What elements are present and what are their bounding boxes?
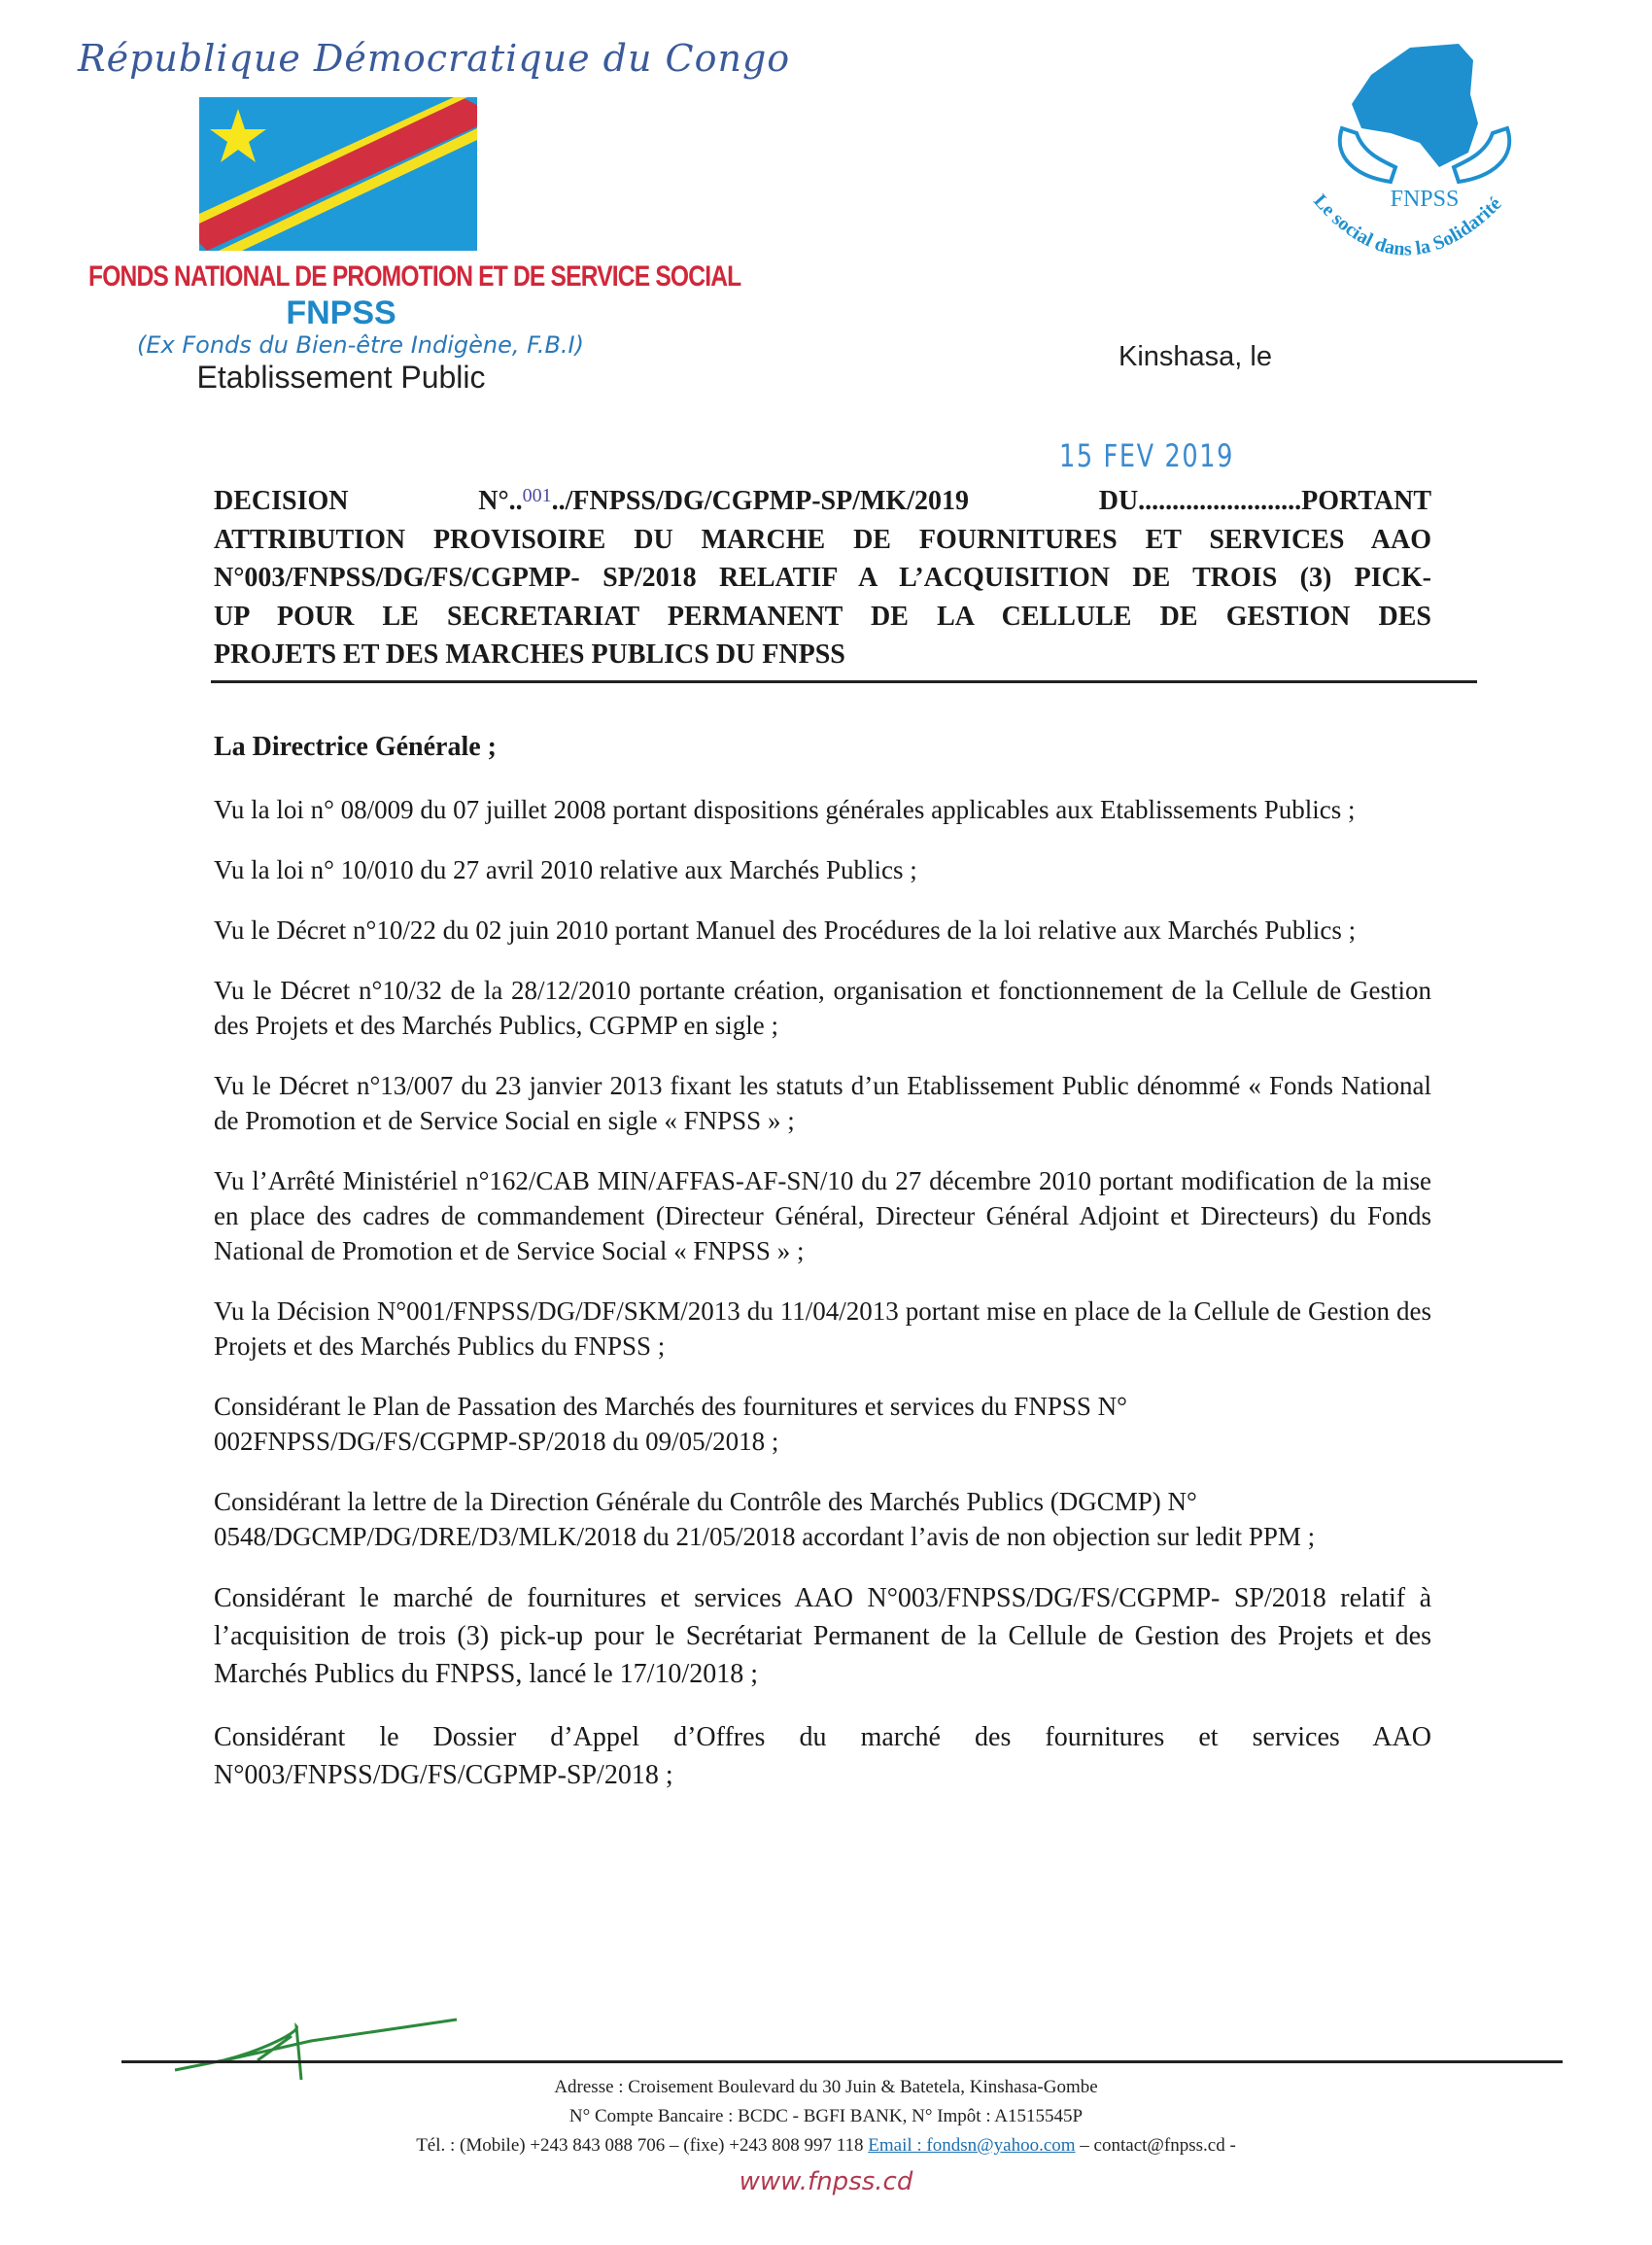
title-line: ATTRIBUTION PROVISOIRE DU MARCHE DE FOURNITURES ET SERVICES AAO xyxy=(214,524,1431,555)
fnpss-logo-icon xyxy=(1303,36,1546,279)
footer-contact xyxy=(0,2134,1652,2158)
logo-motto: Le social dans la Solidarité xyxy=(1309,190,1506,260)
paragraph: Vu le Décret n°10/32 de la 28/12/2010 portante création, organisation et fonctionnement de la Cellule de Gestion des Projets et des Marchés Publics, CGPMP en sigle ; xyxy=(214,975,1431,1040)
title-line: PROJETS ET DES MARCHES PUBLICS DU FNPSS xyxy=(214,639,845,670)
date-stamp: 15 FEV 2019 xyxy=(1059,437,1235,474)
decision-title xyxy=(214,482,1431,674)
logo-text: FNPSS xyxy=(1390,187,1460,212)
paragraph: Vu la loi n° 08/009 du 07 juillet 2008 portant dispositions générales applicables aux Etablissements Publics ; xyxy=(214,794,1356,824)
footer-website[interactable]: www.fnpss.cd xyxy=(739,2167,913,2196)
paragraph: Considérant le Dossier d’Appel d’Offres du marché des fournitures et services AAO N°003/FNPSS/DG/FS/CGPMP-SP/2018 ; xyxy=(214,1721,1431,1790)
paragraph: Considérant la lettre de la Direction Générale du Contrôle des Marchés Publics (DGCMP) N° 0548/DGCMP/DG/DRE/D3/MLK/2018 du 21/05/2018 accordant l’avis de non objection sur ledit PPM ; xyxy=(214,1486,1316,1551)
decision-prefix: DECISION N°.. xyxy=(214,486,523,516)
footer-email-link[interactable]: Email : fondsn@yahoo.com xyxy=(868,2135,1076,2156)
footer-phone: Tél. : (Mobile) +243 843 088 706 – (fixe) +243 808 997 118 xyxy=(416,2135,864,2156)
paragraph: Vu l’Arrêté Ministériel n°162/CAB MIN/AFFAS-AF-SN/10 du 27 décembre 2010 portant modification de la mise en place des cadres de commandement (Directeur Général, Directeur Général Adjoint et Directeurs) du Fonds National de Promotion et de Service Social « FNPSS » ; xyxy=(214,1165,1431,1265)
place-date: Kinshasa, le xyxy=(1119,341,1272,372)
title-divider xyxy=(211,680,1477,683)
paragraph: Vu le Décret n°10/22 du 02 juin 2010 portant Manuel des Procédures de la loi relative aux Marchés Publics ; xyxy=(214,915,1357,945)
org-name: FONDS NATIONAL DE PROMOTION ET DE SERVICE SOCIAL xyxy=(88,260,741,293)
paragraph: Vu la loi n° 10/010 du 27 avril 2010 relative aux Marchés Publics ; xyxy=(214,854,917,884)
footer-divider xyxy=(121,2060,1563,2063)
footer-contact-email: – contact@fnpss.cd - xyxy=(1080,2135,1236,2156)
paragraph: Considérant le Plan de Passation des Marchés des fournitures et services du FNPSS N° 002FNPSS/DG/FS/CGPMP-SP/2018 du 09/05/2018 ; xyxy=(214,1391,1127,1456)
footer-address: Adresse : Croisement Boulevard du 30 Juin & Batetela, Kinshasa-Gombe xyxy=(554,2077,1098,2097)
document-body xyxy=(214,482,1431,1794)
org-acronym: FNPSS xyxy=(286,294,396,331)
footer-bank: N° Compte Bancaire : BCDC - BGFI BANK, N° Impôt : A1515545P xyxy=(568,2106,1084,2126)
handwritten-number: 001 xyxy=(522,485,552,506)
signatory-heading: La Directrice Générale ; xyxy=(214,731,498,762)
country-header: République Démocratique du Congo xyxy=(78,37,791,80)
paragraph: Vu la Décision N°001/FNPSS/DG/DF/SKM/2013 du 11/04/2013 portant mise en place de la Cellule de Gestion des Projets et des Marchés Publics du FNPSS ; xyxy=(214,1295,1431,1361)
title-line: N°003/FNPSS/DG/FS/CGPMP- SP/2018 RELATIF A L’ACQUISITION DE TROIS (3) PICK- xyxy=(214,563,1431,593)
drc-flag-icon xyxy=(199,97,477,251)
former-name: (Ex Fonds du Bien-être Indigène, F.B.I) xyxy=(136,331,584,359)
org-status: Etablissement Public xyxy=(196,360,486,395)
decision-ref: ../FNPSS/DG/CGPMP-SP/MK/2019 DU........................PORTANT xyxy=(551,486,1431,516)
decision-ref-line xyxy=(214,482,1431,521)
paragraph: Considérant le marché de fournitures et services AAO N°003/FNPSS/DG/FS/CGPMP- SP/2018 relatif à l’acquisition de trois (3) pick-up pour le Secrétariat Permanent de la Cellule de Gestion des Projets et des Marchés Publics du FNPSS, lancé le 17/10/2018 ; xyxy=(214,1582,1431,1689)
paragraph: Vu le Décret n°13/007 du 23 janvier 2013 fixant les statuts d’un Etablissement Public dénommé « Fonds National de Promotion et de Service Social en sigle « FNPSS » ; xyxy=(214,1070,1431,1135)
title-line: UP POUR LE SECRETARIAT PERMANENT DE LA CELLULE DE GESTION DES xyxy=(214,601,1431,632)
